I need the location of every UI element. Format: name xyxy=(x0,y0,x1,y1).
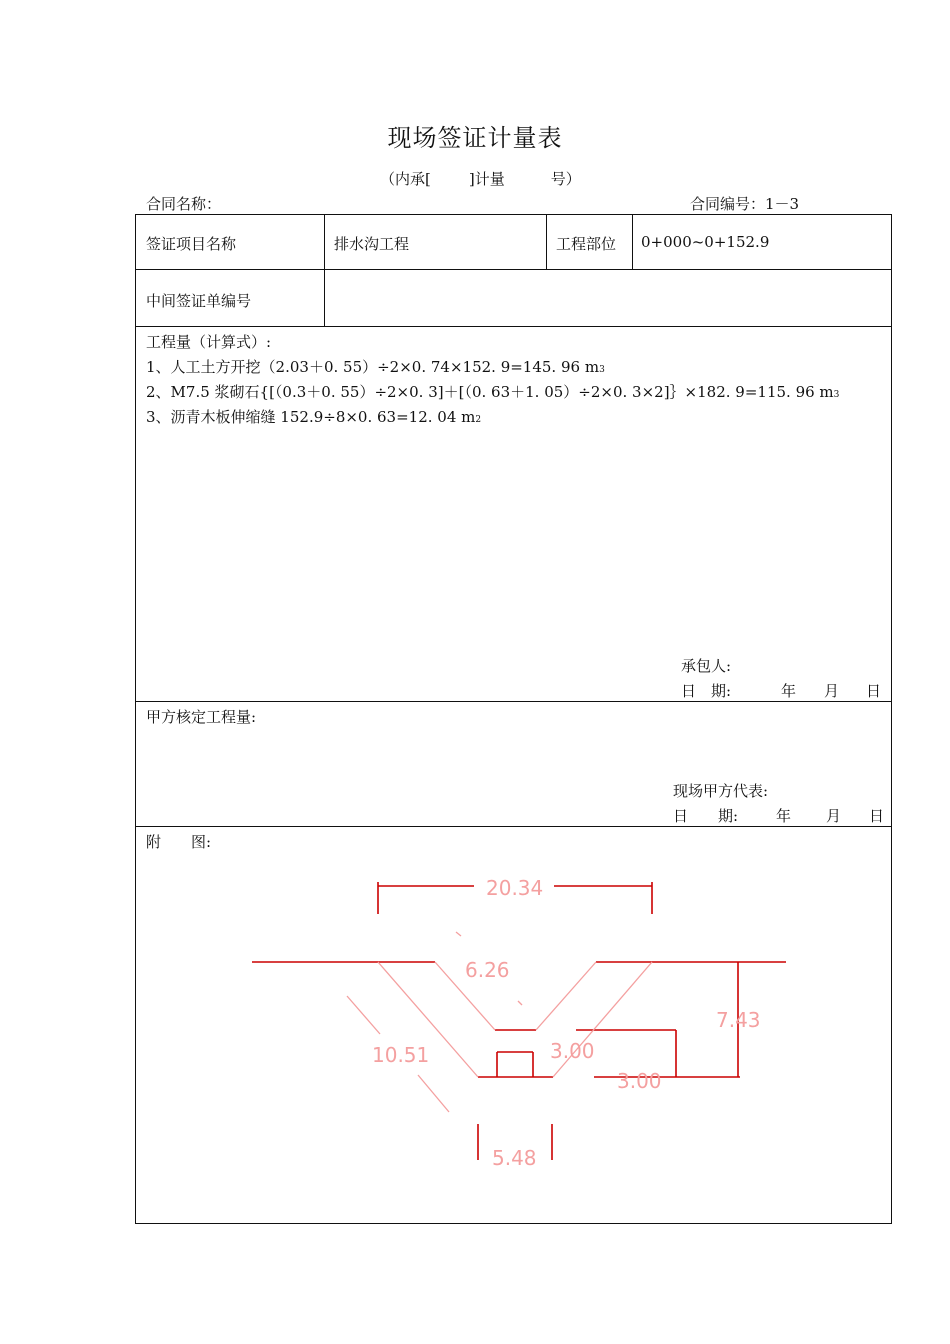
contractor-day: 日 xyxy=(866,682,882,700)
project-name-label: 签证项目名称 xyxy=(146,235,237,253)
contract-name-label: 合同名称： xyxy=(146,195,222,213)
project-name-value: 排水沟工程 xyxy=(334,235,410,253)
calc-line-2-text: 2、M7.5 浆砌石{[（0.3＋0. 55）÷2×0. 3]＋[（0. 63＋1. 05）÷2×0. 3×2]｝×182. 9=115. 96 m xyxy=(146,383,834,401)
owner-day: 日 xyxy=(869,807,885,825)
quantities-heading: 工程量（计算式）: xyxy=(146,333,272,351)
intermediate-no-label: 中间签证单编号 xyxy=(146,292,252,310)
dim-bottom-width: 5.48 xyxy=(492,1146,537,1170)
owner-month: 月 xyxy=(826,807,842,825)
page-title: 现场签证计量表 xyxy=(387,124,563,152)
dim-step-a: 3.00 xyxy=(550,1039,595,1063)
drawing-lines xyxy=(252,882,786,1160)
calc-line-2-unit-power: 3 xyxy=(833,390,840,400)
owner-check-heading: 甲方核定工程量: xyxy=(146,708,257,726)
contractor-date-label: 日 期: xyxy=(681,682,732,700)
subtitle-prefix: （内承[ xyxy=(380,170,431,188)
location-label: 工程部位 xyxy=(556,235,617,253)
dim-step-b: 3.00 xyxy=(617,1069,662,1093)
dim-top-width: 20.34 xyxy=(486,876,544,900)
contract-number-label: 合同编号： xyxy=(690,195,766,213)
attachment-heading: 附 图: xyxy=(146,833,212,851)
calc-line-1-text: 1、人工土方开挖（2.03＋0. 55）÷2×0. 74×152. 9=145. 96 m xyxy=(146,358,600,376)
contract-number-value: 1－3 xyxy=(765,195,800,213)
calc-line-3-unit-power: 2 xyxy=(475,415,482,425)
contractor-month: 月 xyxy=(824,682,840,700)
contractor-year: 年 xyxy=(781,682,797,700)
owner-year: 年 xyxy=(776,807,792,825)
owner-rep-label: 现场甲方代表: xyxy=(673,782,769,800)
owner-date-label: 日 期: xyxy=(673,807,739,825)
location-value: 0+000~0+152.9 xyxy=(641,233,770,251)
calc-line-3-text: 3、沥青木板伸缩缝 152.9÷8×0. 63=12. 04 m xyxy=(146,408,476,426)
dim-inner-top: 6.26 xyxy=(465,958,510,982)
calc-line-1-unit-power: 3 xyxy=(599,365,605,375)
subtitle-suffix: 号） xyxy=(550,170,581,188)
contractor-label: 承包人: xyxy=(681,657,732,675)
dim-height: 7.43 xyxy=(716,1008,761,1032)
dim-slope: 10.51 xyxy=(372,1043,430,1067)
subtitle-mid: ]计量 xyxy=(468,170,505,188)
